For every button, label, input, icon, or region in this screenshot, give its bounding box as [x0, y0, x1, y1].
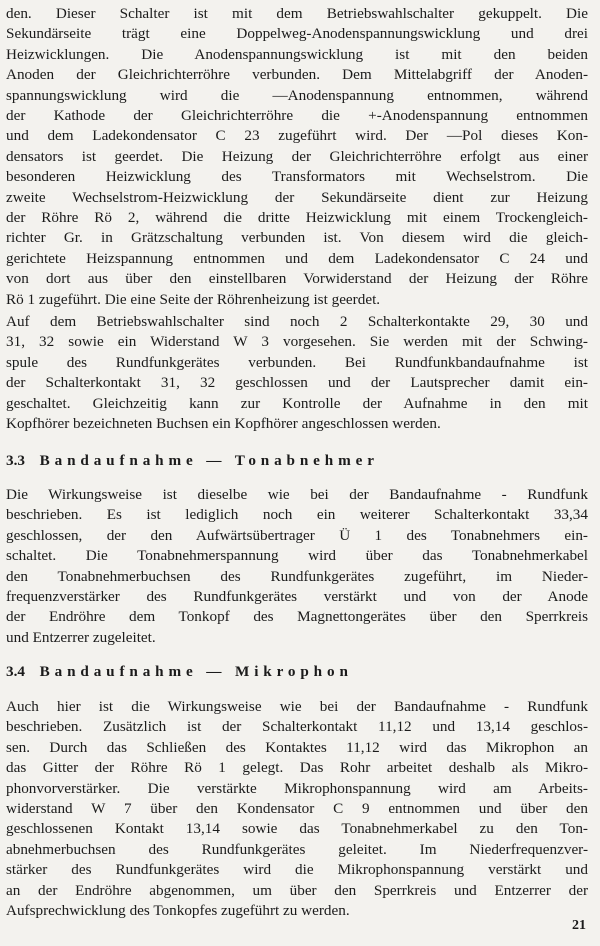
text-line: Sekundärseite trägt eine Doppelweg-Anodenspannungswicklung und drei [6, 25, 588, 43]
text-line: der Endröhre dem Tonkopf des Magnettongerätes über den Sperrkreis [6, 608, 588, 626]
text-line: sen. Durch das Schließen des Kontaktes 11,12 wird das Mikrophon an [6, 738, 588, 756]
text-line: spule des Rundfunkgerätes verbunden. Bei Rundfunkbandaufnahme ist [6, 353, 588, 371]
section-title: Bandaufnahme — Tonabnehmer [39, 452, 379, 469]
text-line: richter Gr. in Grätzschaltung verbunden ist. Von diesem wird die gleich- [6, 229, 588, 247]
text-line: den Tonabnehmerbuchsen des Rundfunkgerätes zugeführt, im Nieder- [6, 567, 588, 585]
text-line: abnehmerbuchsen des Rundfunkgerätes geleitet. Im Niederfrequenzver- [6, 840, 588, 858]
paragraph-switch-contacts [6, 312, 588, 434]
text-line: Rö 1 zugeführt. Die eine Seite der Röhrenheizung ist geerdet. [6, 290, 381, 308]
section-heading-3-3 [6, 451, 379, 471]
text-line: stärker des Rundfunkgerätes wird die Mikrophonspannung verstärkt und [6, 861, 588, 879]
paragraph-mikrophon [6, 697, 588, 921]
text-line: spannungswicklung wird die —Anodenspannung entnommen, während [6, 86, 588, 104]
text-line: Heizwicklungen. Die Anodenspannungswicklung ist mit den beiden [6, 45, 588, 63]
section-heading-3-4 [6, 662, 353, 682]
text-line: Die Wirkungsweise ist dieselbe wie bei der Bandaufnahme - Rundfunk [6, 486, 588, 503]
text-line: der Schalterkontakt 31, 32 geschlossen und der Lautsprecher damit ein- [6, 374, 588, 392]
text-line: beschrieben. Zusätzlich ist der Schalterkontakt 11,12 und 13,14 geschlos- [6, 718, 588, 736]
text-line: Auch hier ist die Wirkungsweise wie bei der Bandaufnahme - Rundfunk [6, 698, 588, 715]
section-number: 3.3 [6, 452, 25, 469]
text-line: geschlossen, der den Aufwärtsübertrager Ü 1 des Tonabnehmers ein- [6, 526, 588, 544]
text-line: der Kathode der Gleichrichterröhre die +-Anodenspannung entnommen [6, 107, 588, 125]
text-line: beschrieben. Es ist lediglich noch ein weiterer Schalterkontakt 33,34 [6, 506, 588, 524]
paragraph-tonabnehmer [6, 485, 588, 648]
text-line: Aufsprechwicklung des Tonkopfes zugeführt zu werden. [6, 902, 350, 920]
text-line: zweite Wechselstrom-Heizwicklung der Sekundärseite dient zur Heizung [6, 188, 588, 206]
text-line: besonderen Heizwicklung des Transformators mit Wechselstrom. Die [6, 168, 588, 186]
text-line: von dort aus über den einstellbaren Vorwiderstand der Heizung der Röhre [6, 270, 588, 288]
text-line: der Röhre Rö 2, während die dritte Heizwicklung mit einem Trockengleich- [6, 209, 588, 227]
text-line: gerichtete Heizspannung entnommen und dem Ladekondensator C 24 und [6, 249, 588, 267]
text-line: den. Dieser Schalter ist mit dem Betriebswahlschalter gekuppelt. Die [6, 5, 588, 22]
text-line: 31, 32 sowie ein Widerstand W 3 vorgesehen. Sie werden mit der Schwing- [6, 333, 588, 351]
text-line: densators ist geerdet. Die Heizung der Gleichrichterröhre erfolgt aus einer [6, 147, 588, 165]
text-line: das Gitter der Röhre Rö 1 gelegt. Das Rohr arbeitet deshalb als Mikro- [6, 759, 588, 777]
page-number: 21 [572, 918, 586, 933]
text-line: widerstand W 7 über den Kondensator C 9 entnommen und über den [6, 800, 588, 818]
text-line: an der Endröhre abgenommen, um über den Sperrkreis und Entzerrer der [6, 881, 588, 899]
text-line: geschaltet. Gleichzeitig kann zur Kontrolle der Aufnahme in den mit [6, 394, 588, 412]
section-number: 3.4 [6, 663, 25, 680]
paragraph-power-supply [6, 4, 588, 310]
text-line: geschlossenen Kontakt 13,14 sowie das Tonabnehmerkabel zu den Ton- [6, 820, 588, 838]
text-line: Kopfhörer bezeichneten Buchsen ein Kopfhörer angeschlossen werden. [6, 415, 441, 433]
text-line: frequenzverstärker des Rundfunkgerätes verstärkt und von der Anode [6, 588, 588, 606]
text-line: und dem Ladekondensator C 23 zugeführt wird. Der —Pol dieses Kon- [6, 127, 588, 145]
text-line: schaltet. Die Tonabnehmerspannung wird über das Tonabnehmerkabel [6, 547, 588, 565]
text-line: phonvorverstärker. Die verstärkte Mikrophonspannung wird am Arbeits- [6, 779, 588, 797]
section-title: Bandaufnahme — Mikrophon [39, 663, 353, 680]
text-line: Auf dem Betriebswahlschalter sind noch 2 Schalterkontakte 29, 30 und [6, 313, 588, 330]
text-line: und Entzerrer zugeleitet. [6, 628, 156, 646]
text-line: Anoden der Gleichrichterröhre verbunden. Dem Mittelabgriff der Anoden- [6, 66, 588, 84]
